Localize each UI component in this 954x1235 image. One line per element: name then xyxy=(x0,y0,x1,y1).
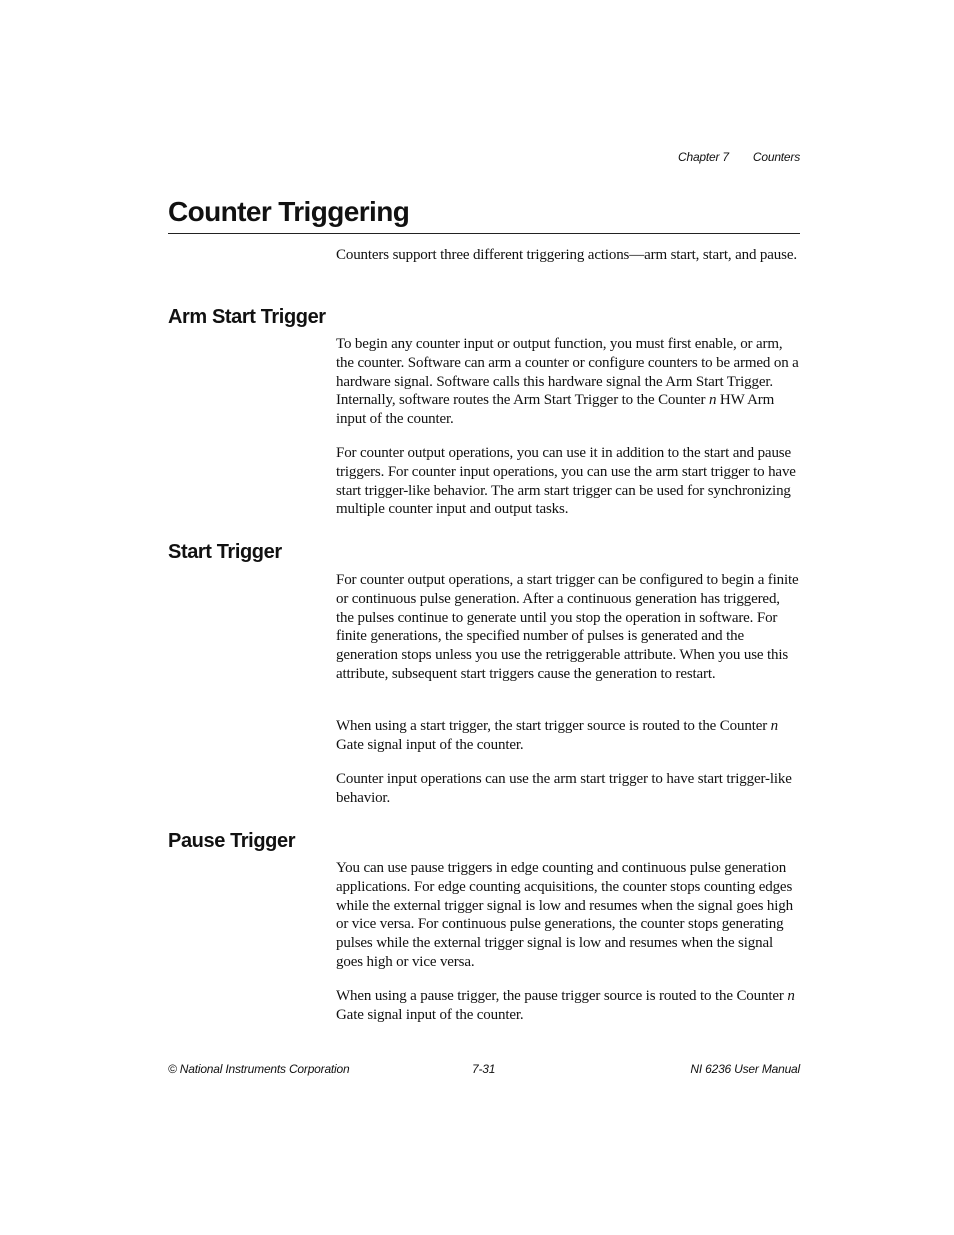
header-chapter: Chapter 7 xyxy=(678,150,729,164)
pause-paragraph-2 xyxy=(336,987,800,1025)
start-paragraph-3: Counter input operations can use the arm start trigger to have start trigger-like behavior. xyxy=(336,771,792,806)
paragraph-text: Gate signal input of the counter. xyxy=(336,1006,524,1023)
paragraph-text: When using a start trigger, the start trigger source is routed to the Counter xyxy=(336,718,771,734)
section-heading-pause: Pause Trigger xyxy=(168,830,296,852)
header-section: Counters xyxy=(752,150,800,164)
italic-variable: n xyxy=(708,392,717,409)
page-title: Counter Triggering xyxy=(168,194,800,234)
italic-variable: n xyxy=(770,718,779,734)
footer-manual-title: NI 6236 User Manual xyxy=(690,1062,800,1076)
paragraph-text: Gate signal input of the counter. xyxy=(336,736,524,753)
pause-paragraph-1: You can use pause triggers in edge counting and continuous pulse generation applications. For edge counting acquisitions, the counter stops counting edges while the external trigger signal is low and resumes when the signal goes high or vice versa. For continuous pulse generations, the counter stops generating pulses while the external trigger signal is low and resumes when the signal goes high or vice versa. xyxy=(336,860,793,970)
paragraph-text: When using a pause trigger, the pause trigger source is routed to the Counter xyxy=(336,988,788,1004)
section-heading-start: Start Trigger xyxy=(168,541,282,563)
intro-paragraph: Counters support three different triggering actions—arm start, start, and pause. xyxy=(336,247,797,263)
start-paragraph-1: For counter output operations, a start trigger can be configured to begin a finite or continuous pulse generation. After a continuous generation has triggered, the pulses continue to generate until you stop the operation in software. For finite generations, the specified number of pulses is generated and the generation stops unless you use the retriggerable attribute. When you use this attribute, subsequent start triggers cause the generation to restart. xyxy=(336,572,799,682)
section-heading-arm-start: Arm Start Trigger xyxy=(168,306,326,328)
italic-variable: n xyxy=(787,988,795,1004)
arm-start-paragraph-1 xyxy=(336,335,800,429)
footer-page-number: 7-31 xyxy=(472,1062,496,1076)
paragraph-text: To begin any counter input or output function, you must first enable, or arm, the counter. Software can arm a counter or configure counters to be armed on a hardware signal. Software calls this hardware signal the Arm Start Trigger. Internally, software routes the Arm Start Trigger to the Counter xyxy=(336,336,799,409)
arm-start-paragraph-2: For counter output operations, you can use it in addition to the start and pause triggers. For counter input operations, you can use the arm start trigger to have start trigger-like behavior. The arm start trigger can be used for synchronizing multiple counter input and output tasks. xyxy=(336,445,796,518)
footer-copyright: © National Instruments Corporation xyxy=(168,1062,350,1076)
paragraph-text: HW Arm input of the counter. xyxy=(336,392,775,428)
start-paragraph-2 xyxy=(336,717,800,755)
running-header xyxy=(678,150,800,164)
